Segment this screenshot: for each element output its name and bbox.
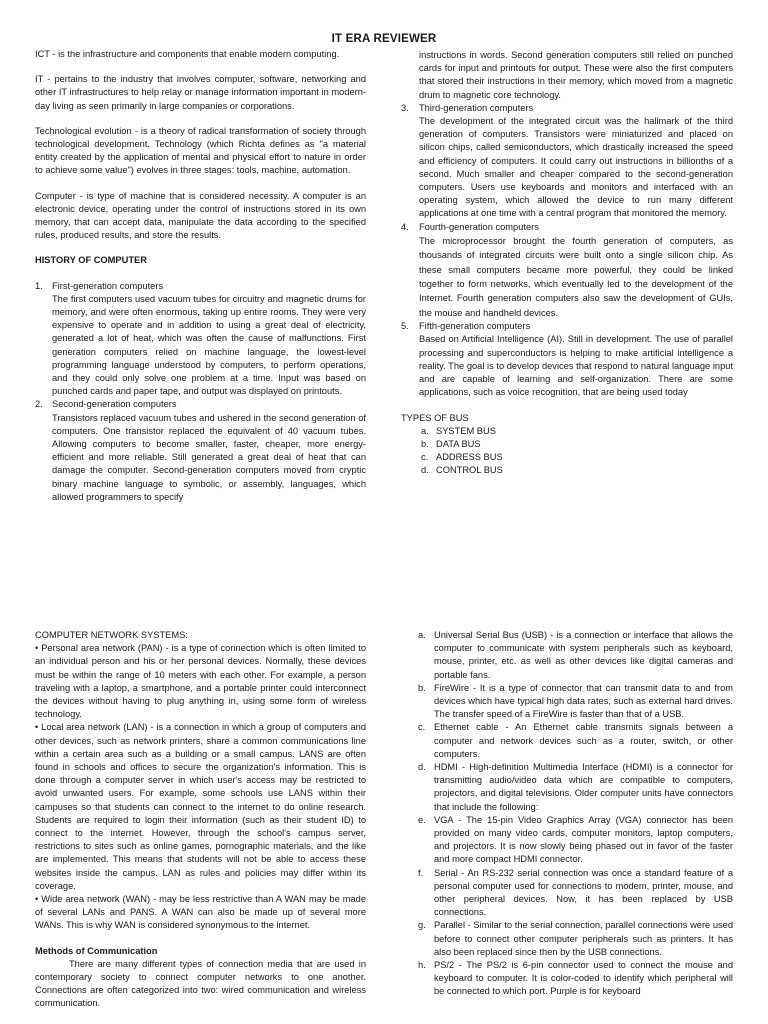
list-item (418, 814, 733, 867)
list-item (35, 280, 366, 399)
bus-list (401, 425, 733, 478)
lan-definition: • Local area network (LAN) - is a connection in which a group of computers and other devices, such as network printers, share a common communications line within a certain area such as a building or a small campus. LANS are often found in schools and offices to secure the organization's information. This is done through a computer server in which user's access may be restricted to avoid unwanted users. For example, some schools use LANS within their campuses so that students can connect to the internet to do online research. Students are required to login their information (such as their student ID) to connect to the internet. However, through the school's campus server, restrictions to sites such as online games, pornographic materials, and the like are implemented. This means that students will not be able to access these websites inside the campus. LAN as rules and policies may differ within its coverage. (35, 722, 366, 891)
list-item (418, 919, 733, 959)
generation-body: Based on Artificial Intelligence (AI). Still in development. The use of parallel processing and superconductors is helping to make artificial intelligence a reality. The goal is to develop devices that respond to natural language input and are capable of learning and self-organization. There are some applications, such as voice recognition, that are being used today (419, 334, 733, 398)
pan-definition: • Personal area network (PAN) - is a type of connection which is often limited to an individual person and his or her personal devices. Normally, these devices must be within the range of 10 meters with each other. For example, a person traveling with a laptop, a smartphone, and a portable printer could interconnect the devices without having to plug anything in, using some form of wireless technology. (35, 643, 366, 720)
generation-body-continued: instructions in words. Second generation computers still relied on punched cards for input and printouts for output. These were also the first computers that stored their instructions in their memory, which moved from a magnetic drum to magnetic core technology. (419, 50, 733, 100)
tech-evolution-definition: Technological evolution - is a theory of radical transformation of society through technological development. Technology (which Richta defines as "a material entity created by the application of mental and physical effort to nature in order to achieve some value") evolves in three stages: tools, machine, automation. (35, 125, 366, 176)
connector-text: Ethernet cable - An Ethernet cable transmits signals between a computer and network devices such as a router, switch, or other computers. (434, 722, 733, 759)
ict-definition: ICT - is the infrastructure and components that enable modern computing. (35, 49, 340, 59)
computer-definition: Computer - is type of machine that is considered necessity. A computer is an electronic device, operating under the control of instructions stored in its own memory, that can accept data, manipulate the data according to the specified rules, produced results, and store the results. (35, 190, 366, 241)
right-column-bottom (418, 629, 733, 999)
list-number: h. (418, 960, 426, 971)
list-number: c. (421, 452, 429, 463)
list-item (418, 959, 733, 999)
list-item (401, 102, 733, 221)
list-item (421, 451, 733, 464)
history-heading: HISTORY OF COMPUTER (35, 255, 147, 266)
connector-text: Serial - An RS-232 serial connection was once a standard feature of a personal computer used for connections to modem, printer, mouse, and other peripheral devices. Now, it has been replaced by USB connections. (434, 867, 733, 918)
left-column-top (35, 48, 366, 504)
list-number: g. (418, 920, 426, 931)
generation-title: Fifth-generation computers (419, 321, 531, 332)
generation-title: Fourth-generation computers (419, 221, 539, 232)
list-number: 2. (35, 399, 43, 410)
list-number: e. (418, 814, 426, 825)
list-item (401, 49, 733, 102)
document-title: IT ERA REVIEWER (331, 33, 437, 45)
generation-body: The microprocessor brought the fourth generation of computers, as thousands of integrated circuits were built onto a single silicon chip. As these small computers became more powerful, they could be linked together to form networks, which eventually led to the development of the Internet. Fourth generation computers also saw the development of GUIs, the mouse and handheld devices. (419, 235, 733, 318)
generation-body: The first computers used vacuum tubes for circuitry and magnetic drums for memory, and were often enormous, taking up entire rooms. They were very expensive to operate and in addition to using a great deal of electricity, generated a lot of heat, which was often the cause of malfunctions. First generation computers relied on machine language, the lowest-level programming language understood by computers, to perform operations, and they could only solve one problem at a time. Input was based on punched cards and paper tape, and output was displayed on printouts. (52, 293, 366, 397)
list-item (418, 721, 733, 761)
generation-title: Second-generation computers (52, 399, 177, 410)
generation-list-continued (401, 49, 733, 400)
list-item (418, 682, 733, 722)
list-item (421, 438, 733, 451)
connector-text: PS/2 - The PS/2 is 6-pin connector used to connect the mouse and keyboard to computer. It is color-coded to identify which peripheral will be connected to which port. Purple is for keyboard (434, 960, 733, 997)
list-number: 1. (35, 280, 43, 291)
connector-text: Parallel - Similar to the serial connection, parallel connections were used before to connect other computer peripherals such as printers. It has also been replaced since then by the USB connections. (434, 920, 733, 957)
left-column-bottom (35, 629, 366, 1011)
bus-label: SYSTEM BUS (436, 425, 496, 436)
it-definition: IT - pertains to the industry that involves computer, software, networking and other IT infrastructures to help relay or manage information important in modern-day living as seen primarily in large companies or corporations. (35, 74, 366, 111)
list-number: d. (421, 465, 429, 476)
generation-title: First-generation computers (52, 280, 164, 291)
list-item (401, 320, 733, 399)
list-item (418, 867, 733, 920)
generation-title: Third-generation computers (419, 102, 534, 113)
methods-body: There are many different types of connection media that are used in contemporary society to connect computer networks to one another. Connections are often categorized into two: wired communication and wireless communication. (35, 958, 366, 1009)
list-item (418, 761, 733, 814)
generation-list (35, 280, 366, 504)
list-number: 5. (401, 321, 409, 332)
bus-label: CONTROL BUS (436, 465, 503, 476)
list-number: c. (418, 722, 426, 733)
connector-text: Universal Serial Bus (USB) - is a connection or interface that allows the computer to communicate with system peripherals such as keyboard, mouse, printer, etc. as well as other devices like digital cameras and portable fans. (434, 630, 733, 680)
list-number: 3. (401, 102, 409, 113)
network-heading: COMPUTER NETWORK SYSTEMS: (35, 630, 188, 640)
list-number: 4. (401, 221, 409, 232)
bus-heading: TYPES OF BUS (401, 412, 469, 423)
connector-text: FireWire - It is a type of connector that can transmit data to and from devices which have typical high data rates, such as external hard drives. The transfer speed of a FireWire is faster than that of a USB. (434, 682, 733, 720)
list-item (418, 629, 733, 682)
right-column-top (401, 49, 733, 478)
list-item (421, 464, 733, 477)
generation-body: Transistors replaced vacuum tubes and ushered in the second generation of computers. One transistor replaced the equivalent of 40 vacuum tubes. Allowing computers to become smaller, faster, cheaper, more energy-efficient and more reliable. Still generated a great deal of heat that can damage the computer. Second-generation computers moved from cryptic binary machine language to symbolic, or assembly, languages, which allowed programmers to specify (52, 412, 366, 502)
bus-label: ADDRESS BUS (436, 452, 503, 463)
list-item (421, 425, 733, 438)
connector-text: HDMI - High-definition Multimedia Interface (HDMI) is a connector for transmitting audio/video data which are compatible to computers, projectors, and digital televisions. Older computer units have connectors that include the following: (434, 762, 733, 812)
bus-label: DATA BUS (436, 438, 481, 449)
generation-body: The development of the integrated circuit was the hallmark of the third generation of computers. Transistors were miniaturized and placed on silicon chips, called semiconductors, which drastically increased the speed and efficiency of computers. It could carry out instructions in billionths of a second. Much smaller and cheaper compared to the second-generation computers. Users use keyboards and monitors and interfaced with an operating system, which allowed the device to run many different applications at one time with a central program that monitored the memory. (419, 116, 733, 219)
list-number: a. (418, 630, 426, 640)
methods-heading: Methods of Communication (35, 945, 158, 956)
list-item (35, 398, 366, 504)
list-number: a. (421, 425, 429, 436)
list-item (401, 221, 733, 321)
list-number: b. (421, 438, 429, 449)
list-number: d. (418, 762, 426, 773)
connector-text: VGA - The 15-pin Video Graphics Array (VGA) connector has been provided on many video cards, computer monitors, laptop computers, and projectors. It is now slowly being phased out in favor of the faster and more compact HDMI connector. (434, 814, 733, 865)
wan-definition: • Wide area network (WAN) - may be less restrictive than A WAN may be made of several LANs and PANS. A WAN can also be made up of several more WANs. This is why WAN is considered synonymous to the internet. (35, 894, 366, 931)
list-number: f. (418, 867, 424, 878)
list-number: b. (418, 682, 426, 693)
connector-list (418, 629, 733, 999)
